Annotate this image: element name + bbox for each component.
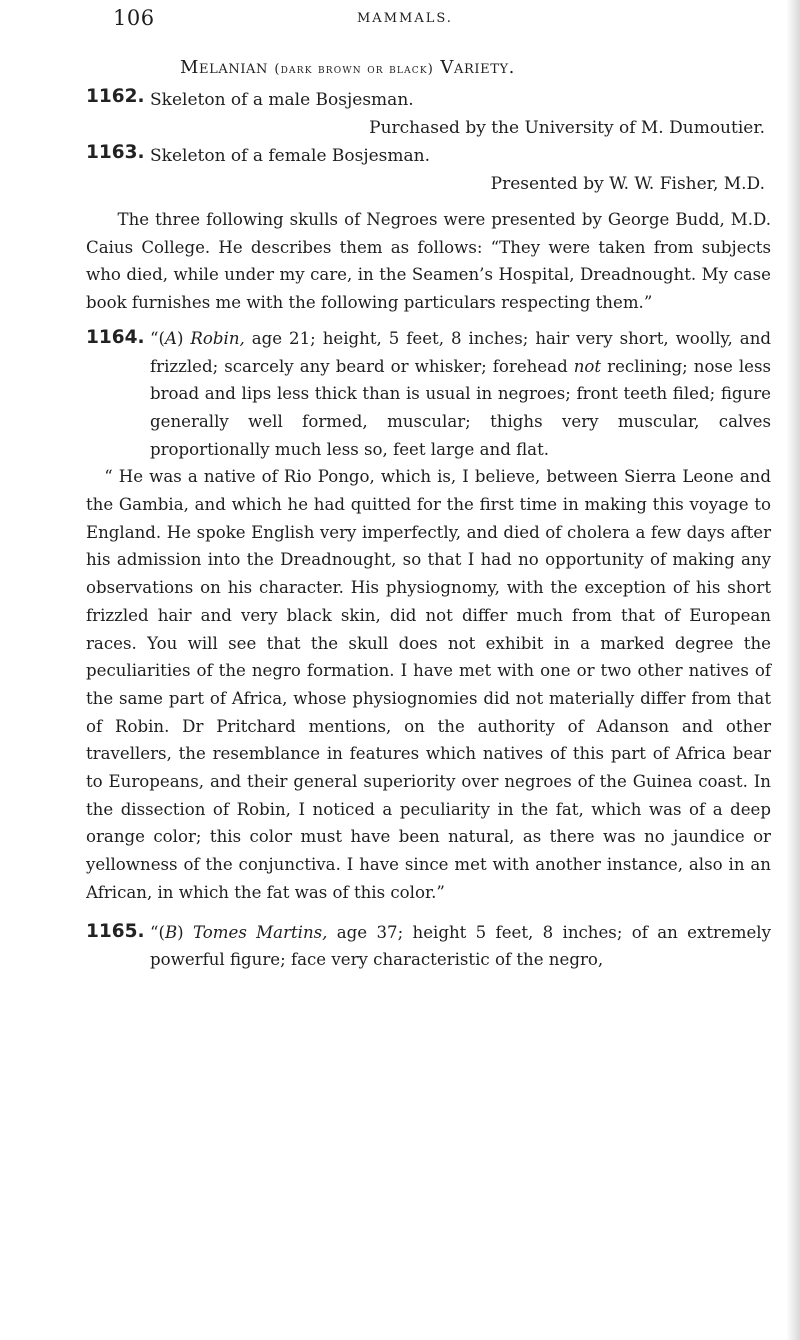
entry-text-a: age 21; height, 5 feet, 8 inches; hair very short, woolly, and frizzled; scarcely any beard or whisker; forehead: [150, 328, 771, 376]
page-content: [86, 86, 771, 974]
entry-text: age 37; height 5 feet, 8 inches; of an extremely powerful figure; face very characteristic of the negro,: [150, 922, 771, 970]
entry-number: 1162.: [86, 86, 145, 107]
section-heading-main: Melanian: [180, 57, 269, 78]
catalog-entry-1162: [86, 86, 771, 142]
entry-description: [86, 325, 771, 464]
section-heading-sub: (dark brown or black): [274, 62, 435, 77]
entry-number: 1165.: [86, 920, 145, 942]
entry-narrative: “ He was a native of Rio Pongo, which is, I believe, between Sierra Leone and the Gambia, and which he had quitted for the first time in making this voyage to England. He spoke English very imperfectly, and died of cholera a few days after his admission into the Dreadnought, so that I had no opportunity of making any observations on his character. His physiognomy, with the exception of his short frizzled hair and very black skin, did not differ much from that of European races. You will see that the skull does not exhibit in a marked degree the peculiarities of the negro formation. I have met with one or two other natives of the same part of Africa, whose physiognomies did not materially differ from that of Robin. Dr Pritchard mentions, on the authority of Adanson and other travellers, the resemblance in features which natives of this part of Africa bear to Europeans, and their general superiority over negroes of the Guinea coast. In the dissection of Robin, I noticed a peculiarity in the fat, which was of a deep orange color; this color must have been natural, as there was no jaundice or yellowness of the conjunctiva. I have since met with another instance, also in an African, in which the fat was of this color.”: [86, 467, 771, 902]
entry-text-b: reclining; nose less broad and lips less thick than is usual in negroes; front teeth filed; figure generally well formed, muscular; thighs very muscular, calves proportionally much less so, feet large and flat.: [150, 356, 771, 459]
emphasis-word: not: [573, 356, 602, 376]
entry-description: [86, 919, 771, 974]
subject-name: Robin,: [190, 328, 245, 348]
entry-provenance: Purchased by the University of M. Dumoutier.: [369, 118, 765, 138]
intro-paragraph: The three following skulls of Negroes were presented by George Budd, M.D. Caius College. He describes them as follows: “They were taken from subjects who died, while under my care, in the Seamen’s Hospital, Dreadnought. My case book furnishes me with the following particulars respecting them.”: [86, 210, 771, 313]
entry-number: 1163.: [86, 142, 145, 163]
running-title: MAMMALS.: [357, 11, 453, 26]
section-heading-tail: Variety.: [440, 57, 515, 78]
section-heading: [180, 57, 740, 78]
catalog-entry-1164: [86, 325, 771, 907]
entry-title: Skeleton of a female Bosjesman.: [150, 146, 431, 166]
entry-title: Skeleton of a male Bosjesman.: [150, 90, 414, 110]
page-number: 106: [113, 6, 155, 30]
subject-name: Tomes Martins,: [193, 922, 328, 942]
entry-number: 1164.: [86, 326, 145, 348]
entry-letter: A: [164, 328, 177, 348]
entry-letter: B: [164, 922, 178, 942]
entry-close-paren: ): [177, 922, 184, 942]
entry-open-quote: “(: [150, 328, 165, 348]
catalog-entry-1165: [86, 919, 771, 974]
entry-close-paren: ): [176, 328, 184, 348]
catalog-entry-1163: [86, 142, 771, 198]
page-edge-shadow: [786, 0, 800, 1340]
entry-open-quote: “(: [150, 922, 165, 942]
running-head: [0, 6, 800, 36]
entry-provenance: Presented by W. W. Fisher, M.D.: [490, 174, 765, 194]
